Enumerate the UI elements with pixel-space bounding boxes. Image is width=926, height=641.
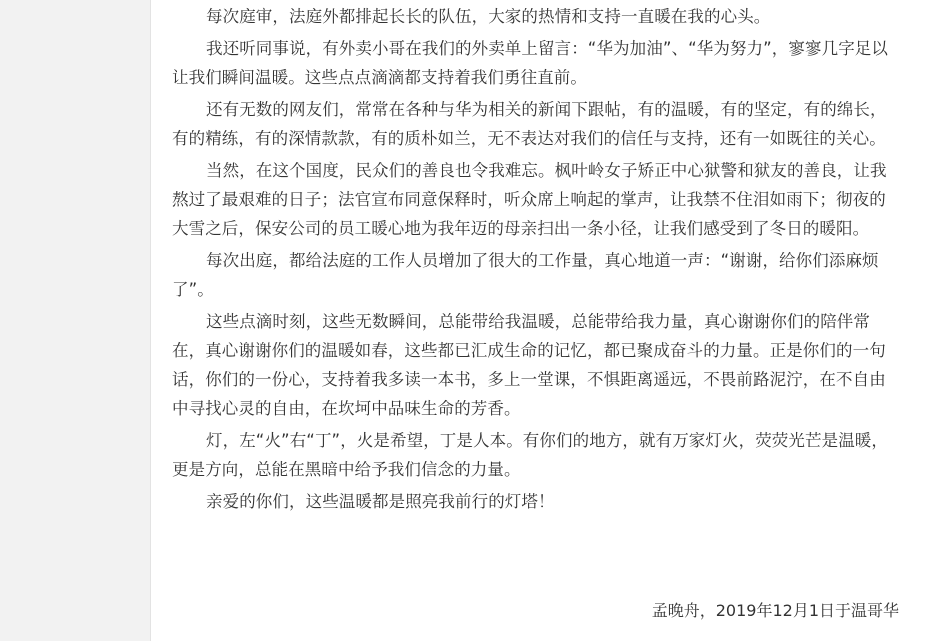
paragraph-8: 亲爱的你们，这些温暖都是照亮我前行的灯塔！: [206, 492, 555, 511]
paragraph-2: 我还听同事说，有外卖小哥在我们的外卖单上留言：“华为加油”、“华为努力”，寥寥几字足以让我们瞬间温暖。这些点点滴滴都支持着我们勇往直前。: [172, 39, 888, 87]
left-gutter: [0, 0, 150, 641]
article-body: [172, 2, 900, 519]
paragraph-1: 每次庭审，法庭外都排起长长的队伍，大家的热情和支持一直暖在我的心头。: [206, 7, 771, 26]
paragraph-5: 每次出庭，都给法庭的工作人员增加了很大的工作量，真心地道一声：“谢谢，给你们添麻烦了”。: [172, 251, 879, 299]
article-page: [150, 0, 926, 641]
paragraph-3: 还有无数的网友们，常常在各种与华为相关的新闻下跟帖，有的温暖，有的坚定，有的绵长，有的精练，有的深情款款，有的质朴如兰，无不表达对我们的信任与支持，还有一如既往的关心。: [172, 100, 887, 148]
signature-line: 孟晚舟，2019年12月1日于温哥华: [651, 601, 899, 620]
paragraph-7: 灯，左“火”右“丁”，火是希望，丁是人本。有你们的地方，就有万家灯火，荧荧光芒是温暖，更是方向，总能在黑暗中给予我们信念的力量。: [172, 431, 888, 479]
paragraph-6: 这些点滴时刻，这些无数瞬间，总能带给我温暖，总能带给我力量，真心谢谢你们的陪伴常在，真心谢谢你们的温暖如春，这些都已汇成生命的记忆，都已聚成奋斗的力量。正是你们的一句话，你们的一份心，支持着我多读一本书，多上一堂课，不惧距离遥远，不畏前路泥泞，在不自由中寻找心灵的自由，在坎坷中品味生命的芳香。: [172, 312, 886, 418]
paragraph-4: 当然，在这个国度，民众们的善良也令我难忘。枫叶岭女子矫正中心狱警和狱友的善良，让我熬过了最艰难的日子；法官宣布同意保释时，听众席上响起的掌声，让我禁不住泪如雨下；彻夜的大雪之后，保安公司的员工暖心地为我年迈的母亲扫出一条小径，让我们感受到了冬日的暖阳。: [172, 161, 887, 238]
